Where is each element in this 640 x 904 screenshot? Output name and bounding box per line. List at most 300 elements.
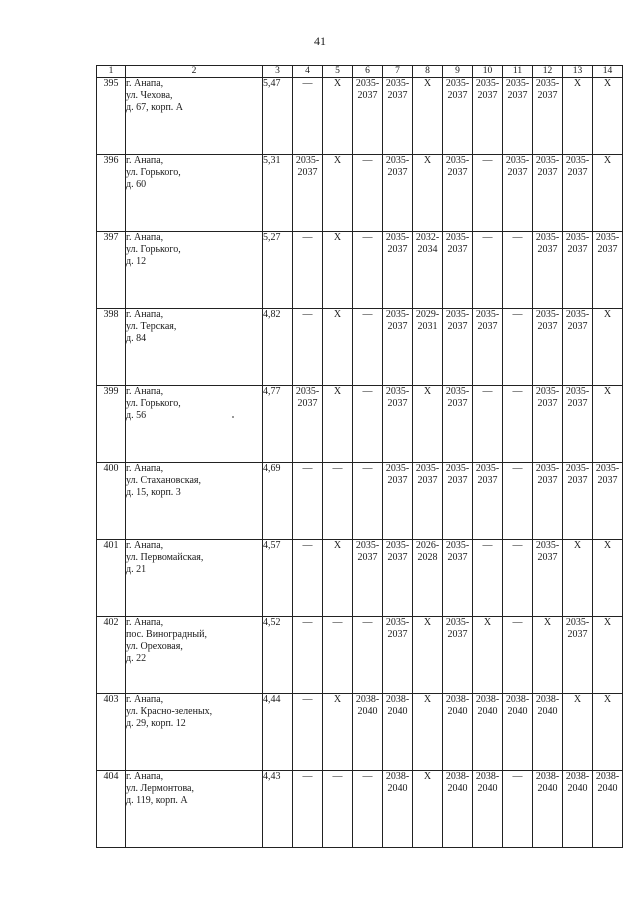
work-cell-col13 — [563, 617, 593, 694]
cell-line: 2035- — [445, 309, 470, 320]
cell-line: — — [512, 309, 523, 320]
work-cell-col10 — [473, 386, 503, 463]
cell-line: — — [512, 540, 523, 551]
work-cell-col6 — [353, 78, 383, 155]
work-cell-col11 — [503, 78, 533, 155]
cell-line: 2035- — [445, 155, 470, 166]
address-line: г. Анапа, — [126, 309, 164, 320]
cell-line: Х — [603, 694, 612, 705]
work-cell-col9 — [443, 540, 473, 617]
work-cell-col8 — [413, 694, 443, 771]
cell-line: 2035- — [385, 540, 410, 551]
cell-line: Х — [333, 309, 342, 320]
work-cell-col14 — [593, 617, 623, 694]
cell-line: 2040 — [387, 783, 408, 794]
column-number-11: 11 — [503, 66, 533, 78]
work-cell-col5 — [323, 78, 353, 155]
work-cell-col6 — [353, 617, 383, 694]
cell-line: 2037 — [387, 398, 408, 409]
cell-line: 2040 — [537, 783, 558, 794]
cell-line: Х — [423, 694, 432, 705]
cell-line: 2035- — [445, 78, 470, 89]
work-cell-col4 — [293, 155, 323, 232]
work-cell-col4 — [293, 309, 323, 386]
cell-line: 2038- — [535, 694, 560, 705]
address-cell — [126, 78, 263, 155]
work-cell-col12 — [533, 617, 563, 694]
work-cell-col6 — [353, 771, 383, 848]
cell-line: 2037 — [297, 398, 318, 409]
column-number-13: 13 — [563, 66, 593, 78]
address-line: г. Анапа, — [126, 78, 164, 89]
row-number: 401 — [97, 540, 126, 617]
address-line: г. Анапа, — [126, 386, 164, 397]
cell-line: 2037 — [597, 475, 618, 486]
work-cell-col6 — [353, 463, 383, 540]
work-cell-col5 — [323, 540, 353, 617]
work-cell-col8 — [413, 617, 443, 694]
cell-line: — — [482, 386, 493, 397]
area-cell: 4,43 — [263, 771, 293, 848]
work-cell-col9 — [443, 463, 473, 540]
work-cell-col9 — [443, 309, 473, 386]
address-line: ул. Первомайская, — [126, 552, 204, 563]
cell-line: 2037 — [447, 321, 468, 332]
work-cell-col8 — [413, 386, 443, 463]
cell-line: 2035- — [475, 463, 500, 474]
work-cell-col6 — [353, 694, 383, 771]
cell-line: Х — [603, 540, 612, 551]
cell-line: 2037 — [447, 167, 468, 178]
cell-line: 2037 — [447, 552, 468, 563]
row-number: 404 — [97, 771, 126, 848]
work-cell-col14 — [593, 540, 623, 617]
cell-line: 2035- — [565, 463, 590, 474]
cell-line: 2028 — [417, 552, 438, 563]
cell-line: 2031 — [417, 321, 438, 332]
cell-line: 2038- — [475, 771, 500, 782]
table-row — [97, 694, 623, 771]
work-cell-col6 — [353, 386, 383, 463]
cell-line: 2037 — [537, 167, 558, 178]
cell-line: 2035- — [595, 463, 620, 474]
cell-line: 2038- — [535, 771, 560, 782]
work-cell-col10 — [473, 771, 503, 848]
cell-line: Х — [333, 386, 342, 397]
work-cell-col8 — [413, 232, 443, 309]
address-cell — [126, 617, 263, 694]
cell-line: 2035- — [415, 463, 440, 474]
scan-speck — [232, 416, 234, 418]
address-line: ул. Стахановская, — [126, 475, 202, 486]
column-number-9: 9 — [443, 66, 473, 78]
cell-line: — — [302, 540, 313, 551]
cell-line: 2037 — [297, 167, 318, 178]
cell-line: 2035- — [355, 78, 380, 89]
cell-line: — — [362, 771, 373, 782]
work-cell-col13 — [563, 463, 593, 540]
cell-line: 2037 — [477, 321, 498, 332]
cell-line: 2035- — [535, 78, 560, 89]
work-cell-col4 — [293, 386, 323, 463]
cell-line: 2037 — [417, 475, 438, 486]
cell-line: — — [362, 309, 373, 320]
cell-line: 2037 — [387, 90, 408, 101]
work-cell-col5 — [323, 463, 353, 540]
row-number: 395 — [97, 78, 126, 155]
work-cell-col8 — [413, 463, 443, 540]
address-line: ул. Чехова, — [126, 90, 173, 101]
area-cell: 4,77 — [263, 386, 293, 463]
cell-line: 2040 — [447, 783, 468, 794]
work-cell-col7 — [383, 694, 413, 771]
table-row — [97, 155, 623, 232]
work-cell-col14 — [593, 463, 623, 540]
cell-line: 2038- — [445, 694, 470, 705]
cell-line: Х — [423, 78, 432, 89]
cell-line: 2035- — [535, 232, 560, 243]
work-cell-col7 — [383, 540, 413, 617]
work-cell-col13 — [563, 386, 593, 463]
address-cell — [126, 694, 263, 771]
cell-line: 2032- — [415, 232, 440, 243]
cell-line: 2035- — [385, 232, 410, 243]
work-cell-col5 — [323, 617, 353, 694]
column-number-3: 3 — [263, 66, 293, 78]
row-number: 398 — [97, 309, 126, 386]
work-cell-col4 — [293, 232, 323, 309]
work-cell-col5 — [323, 155, 353, 232]
work-cell-col11 — [503, 232, 533, 309]
cell-line: 2035- — [565, 309, 590, 320]
address-line: д. 12 — [126, 256, 147, 267]
cell-line: 2035- — [445, 386, 470, 397]
area-cell: 5,31 — [263, 155, 293, 232]
cell-line: — — [482, 540, 493, 551]
address-line: д. 56 — [126, 410, 147, 421]
column-number-5: 5 — [323, 66, 353, 78]
row-number: 403 — [97, 694, 126, 771]
cell-line: Х — [333, 540, 342, 551]
work-cell-col5 — [323, 771, 353, 848]
work-cell-col8 — [413, 78, 443, 155]
cell-line: Х — [333, 78, 342, 89]
address-line: г. Анапа, — [126, 694, 164, 705]
area-cell: 4,69 — [263, 463, 293, 540]
work-cell-col14 — [593, 78, 623, 155]
cell-line: 2037 — [357, 90, 378, 101]
work-cell-col4 — [293, 540, 323, 617]
cell-line: 2034 — [417, 244, 438, 255]
column-number-12: 12 — [533, 66, 563, 78]
area-cell: 5,47 — [263, 78, 293, 155]
cell-line: 2035- — [505, 155, 530, 166]
work-cell-col11 — [503, 155, 533, 232]
cell-line: 2037 — [537, 244, 558, 255]
cell-line: 2035- — [385, 386, 410, 397]
cell-line: 2040 — [477, 706, 498, 717]
cell-line: 2037 — [357, 552, 378, 563]
cell-line: 2037 — [447, 90, 468, 101]
column-number-6: 6 — [353, 66, 383, 78]
cell-line: — — [302, 232, 313, 243]
work-cell-col10 — [473, 540, 503, 617]
cell-line: 2037 — [477, 90, 498, 101]
work-cell-col12 — [533, 694, 563, 771]
cell-line: 2040 — [477, 783, 498, 794]
cell-line: 2037 — [387, 167, 408, 178]
work-cell-col4 — [293, 771, 323, 848]
address-line: ул. Красно-зеленых, — [126, 706, 213, 717]
work-cell-col9 — [443, 78, 473, 155]
cell-line: Х — [333, 694, 342, 705]
work-cell-col12 — [533, 309, 563, 386]
area-cell: 5,27 — [263, 232, 293, 309]
cell-line: 2040 — [357, 706, 378, 717]
work-cell-col6 — [353, 540, 383, 617]
work-cell-col13 — [563, 78, 593, 155]
cell-line: 2037 — [537, 475, 558, 486]
address-line: д. 84 — [126, 333, 147, 344]
cell-line: — — [362, 463, 373, 474]
work-cell-col5 — [323, 232, 353, 309]
table-row — [97, 78, 623, 155]
work-cell-col14 — [593, 309, 623, 386]
cell-line: 2037 — [477, 475, 498, 486]
area-cell: 4,44 — [263, 694, 293, 771]
table-row — [97, 232, 623, 309]
work-cell-col11 — [503, 463, 533, 540]
work-cell-col7 — [383, 617, 413, 694]
cell-line: 2038- — [445, 771, 470, 782]
work-cell-col14 — [593, 771, 623, 848]
work-cell-col4 — [293, 617, 323, 694]
address-line: д. 15, корп. 3 — [126, 487, 181, 498]
work-cell-col7 — [383, 771, 413, 848]
area-cell: 4,57 — [263, 540, 293, 617]
address-cell — [126, 309, 263, 386]
cell-line: — — [362, 155, 373, 166]
cell-line: Х — [543, 617, 552, 628]
work-cell-col7 — [383, 463, 413, 540]
cell-line: — — [302, 309, 313, 320]
cell-line: 2037 — [567, 244, 588, 255]
work-cell-col11 — [503, 694, 533, 771]
row-number: 396 — [97, 155, 126, 232]
cell-line: 2035- — [475, 309, 500, 320]
address-line: ул. Лермонтова, — [126, 783, 194, 794]
work-cell-col14 — [593, 232, 623, 309]
work-cell-col4 — [293, 463, 323, 540]
cell-line: 2038- — [505, 694, 530, 705]
cell-line: 2037 — [387, 321, 408, 332]
work-cell-col9 — [443, 771, 473, 848]
cell-line: Х — [573, 540, 582, 551]
cell-line: Х — [423, 155, 432, 166]
work-cell-col11 — [503, 771, 533, 848]
address-cell — [126, 540, 263, 617]
address-line: д. 29, корп. 12 — [126, 718, 186, 729]
cell-line: — — [332, 463, 343, 474]
cell-line: Х — [603, 155, 612, 166]
cell-line: 2040 — [447, 706, 468, 717]
cell-line: 2037 — [387, 475, 408, 486]
work-cell-col7 — [383, 232, 413, 309]
address-line: г. Анапа, — [126, 232, 164, 243]
cell-line: Х — [603, 617, 612, 628]
cell-line: 2035- — [445, 463, 470, 474]
cell-line: 2035- — [535, 540, 560, 551]
cell-line: Х — [483, 617, 492, 628]
address-cell — [126, 386, 263, 463]
work-cell-col9 — [443, 232, 473, 309]
cell-line: Х — [423, 386, 432, 397]
work-cell-col13 — [563, 309, 593, 386]
cell-line: 2035- — [385, 463, 410, 474]
cell-line: 2035- — [535, 309, 560, 320]
work-cell-col9 — [443, 617, 473, 694]
work-cell-col9 — [443, 155, 473, 232]
cell-line: 2037 — [567, 321, 588, 332]
cell-line: 2037 — [507, 167, 528, 178]
cell-line: Х — [333, 232, 342, 243]
address-line: пос. Виноградный, — [126, 629, 207, 640]
cell-line: 2035- — [355, 540, 380, 551]
cell-line: — — [302, 617, 313, 628]
work-cell-col12 — [533, 78, 563, 155]
work-cell-col10 — [473, 694, 503, 771]
cell-line: Х — [333, 155, 342, 166]
address-line: д. 21 — [126, 564, 147, 575]
cell-line: 2038- — [475, 694, 500, 705]
cell-line: 2035- — [445, 232, 470, 243]
column-number-7: 7 — [383, 66, 413, 78]
address-line: д. 119, корп. А — [126, 795, 188, 806]
cell-line: 2035- — [445, 617, 470, 628]
work-cell-col11 — [503, 617, 533, 694]
table-row — [97, 309, 623, 386]
work-cell-col14 — [593, 694, 623, 771]
column-number-4: 4 — [293, 66, 323, 78]
cell-line: 2038- — [595, 771, 620, 782]
cell-line: 2037 — [387, 629, 408, 640]
address-line: г. Анапа, — [126, 771, 164, 782]
work-cell-col14 — [593, 155, 623, 232]
cell-line: 2035- — [295, 386, 320, 397]
work-cell-col7 — [383, 155, 413, 232]
work-cell-col10 — [473, 463, 503, 540]
table-row — [97, 617, 623, 694]
address-line: ул. Горького, — [126, 398, 181, 409]
work-cell-col6 — [353, 309, 383, 386]
cell-line: 2038- — [385, 771, 410, 782]
address-line: ул. Горького, — [126, 167, 181, 178]
cell-line: 2037 — [537, 398, 558, 409]
work-cell-col8 — [413, 309, 443, 386]
work-cell-col7 — [383, 309, 413, 386]
cell-line: 2035- — [475, 78, 500, 89]
cell-line: 2037 — [387, 244, 408, 255]
cell-line: — — [332, 771, 343, 782]
address-line: г. Анапа, — [126, 463, 164, 474]
cell-line: 2040 — [537, 706, 558, 717]
cell-line: 2026- — [415, 540, 440, 551]
address-line: д. 60 — [126, 179, 147, 190]
cell-line: 2037 — [597, 244, 618, 255]
cell-line: 2037 — [447, 629, 468, 640]
table-row — [97, 386, 623, 463]
cell-line: 2040 — [597, 783, 618, 794]
row-number: 402 — [97, 617, 126, 694]
cell-line: 2037 — [567, 167, 588, 178]
address-line: ул. Ореховая, — [126, 641, 183, 652]
address-line: ул. Терская, — [126, 321, 177, 332]
page-number: 41 — [314, 34, 326, 48]
cell-line: — — [512, 386, 523, 397]
cell-line: — — [512, 617, 523, 628]
row-number: 400 — [97, 463, 126, 540]
work-cell-col12 — [533, 386, 563, 463]
cell-line: — — [302, 771, 313, 782]
work-cell-col13 — [563, 232, 593, 309]
cell-line: — — [362, 617, 373, 628]
cell-line: 2040 — [507, 706, 528, 717]
cell-line: 2037 — [537, 321, 558, 332]
address-line: г. Анапа, — [126, 155, 164, 166]
cell-line: 2035- — [595, 232, 620, 243]
cell-line: 2035- — [385, 78, 410, 89]
work-cell-col13 — [563, 771, 593, 848]
cell-line: 2035- — [445, 540, 470, 551]
cell-line: — — [302, 78, 313, 89]
cell-line: 2038- — [355, 694, 380, 705]
cell-line: 2037 — [567, 398, 588, 409]
work-cell-col4 — [293, 694, 323, 771]
cell-line: 2035- — [385, 155, 410, 166]
cell-line: 2037 — [567, 475, 588, 486]
cell-line: 2037 — [447, 398, 468, 409]
cell-line: 2037 — [447, 244, 468, 255]
cell-line: 2035- — [505, 78, 530, 89]
cell-line: — — [512, 463, 523, 474]
work-cell-col10 — [473, 617, 503, 694]
area-cell: 4,82 — [263, 309, 293, 386]
work-cell-col11 — [503, 386, 533, 463]
cell-line: 2035- — [565, 617, 590, 628]
address-line: г. Анапа, — [126, 540, 164, 551]
cell-line: 2035- — [565, 155, 590, 166]
work-cell-col8 — [413, 771, 443, 848]
cell-line: 2035- — [565, 232, 590, 243]
cell-line: 2040 — [567, 783, 588, 794]
schedule-table — [96, 65, 623, 848]
work-cell-col10 — [473, 232, 503, 309]
table-row — [97, 463, 623, 540]
column-number-row — [97, 66, 623, 78]
work-cell-col9 — [443, 386, 473, 463]
work-cell-col10 — [473, 78, 503, 155]
cell-line: 2029- — [415, 309, 440, 320]
work-cell-col13 — [563, 155, 593, 232]
cell-line: — — [362, 386, 373, 397]
work-cell-col12 — [533, 540, 563, 617]
address-line: д. 22 — [126, 653, 147, 664]
table-row — [97, 540, 623, 617]
cell-line: Х — [573, 694, 582, 705]
work-cell-col5 — [323, 694, 353, 771]
cell-line: 2037 — [507, 90, 528, 101]
work-cell-col6 — [353, 232, 383, 309]
